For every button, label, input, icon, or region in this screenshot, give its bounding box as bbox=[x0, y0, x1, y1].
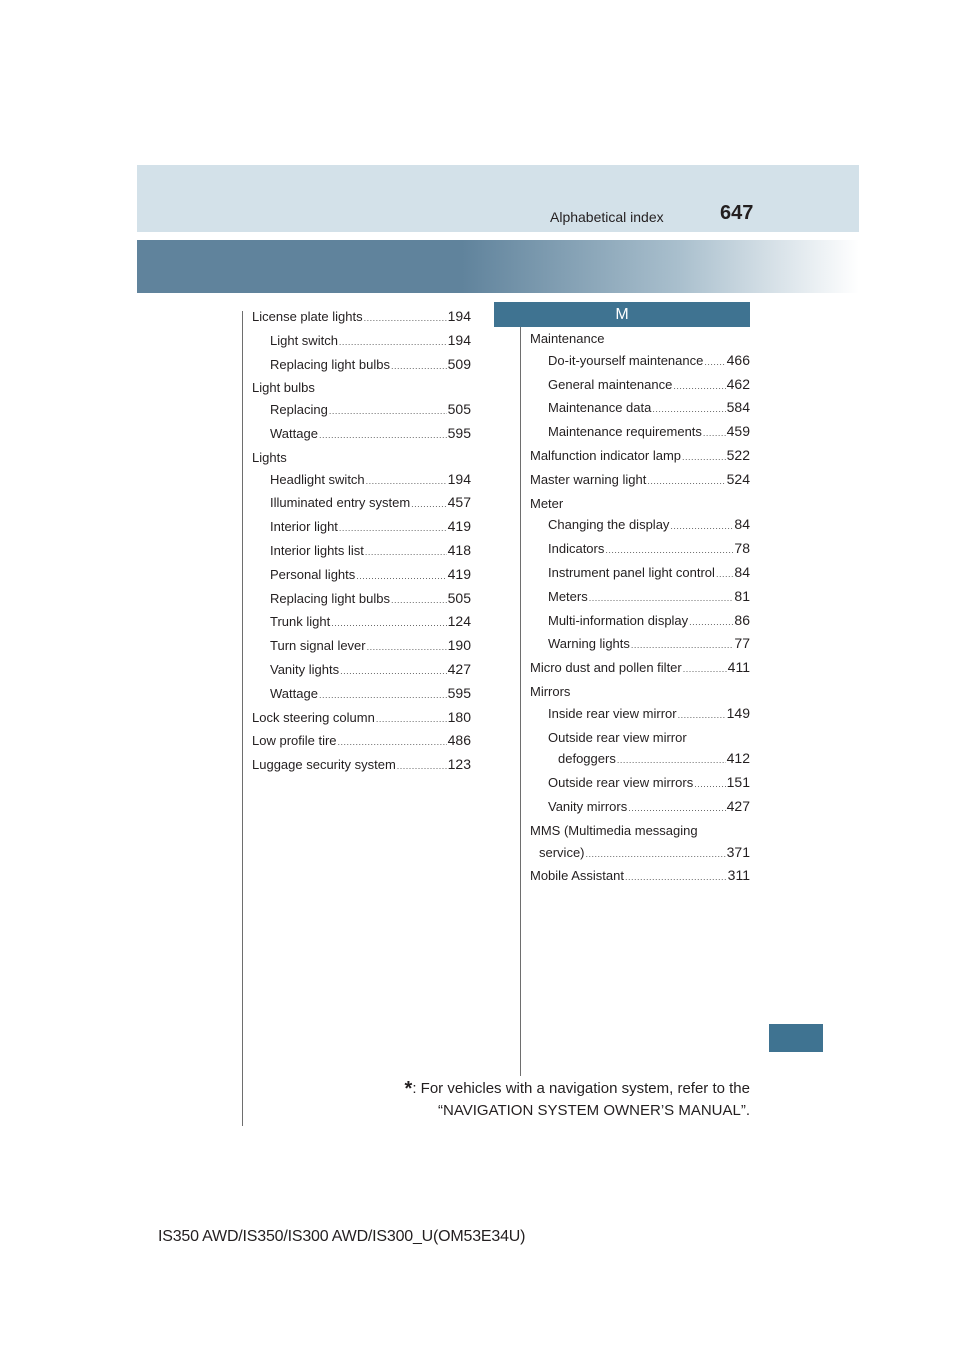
index-entry-term: Changing the display bbox=[548, 517, 670, 533]
index-entry bbox=[530, 610, 750, 634]
page-number: 647 bbox=[720, 202, 754, 224]
index-entry-page: 84 bbox=[734, 516, 750, 533]
index-entry-term: Do-it-yourself maintenance bbox=[548, 352, 704, 368]
index-entry-term: Interior lights list bbox=[270, 542, 364, 558]
index-entry bbox=[252, 540, 471, 564]
dot-leader bbox=[339, 518, 447, 540]
index-entry-page: 371 bbox=[726, 843, 750, 860]
section-letter-band: M bbox=[494, 302, 750, 327]
dot-leader bbox=[716, 564, 733, 586]
dot-leader bbox=[391, 590, 447, 612]
index-entry bbox=[530, 469, 750, 493]
index-entry-page: 524 bbox=[726, 470, 750, 487]
index-entry-term: Interior light bbox=[270, 519, 338, 535]
index-entry-term: Personal lights bbox=[270, 566, 356, 582]
index-entry bbox=[252, 564, 471, 588]
index-entry-term: Trunk light bbox=[270, 614, 331, 630]
index-entry-term: Warning lights bbox=[548, 636, 630, 652]
index-entry-page: 411 bbox=[727, 659, 750, 676]
index-entry bbox=[530, 796, 750, 820]
index-entry bbox=[530, 748, 750, 772]
index-entry-term: Mirrors bbox=[530, 683, 571, 699]
index-entry-term: defoggers bbox=[558, 751, 616, 767]
index-entry-page: 505 bbox=[447, 401, 471, 418]
index-entry bbox=[252, 730, 471, 754]
index-entry bbox=[530, 586, 750, 610]
index-entry-term: Outside rear view mirrors bbox=[548, 775, 694, 791]
index-entry-term: Replacing bbox=[270, 402, 328, 418]
index-entry-page: 311 bbox=[727, 867, 750, 884]
dot-leader bbox=[364, 308, 447, 330]
index-entry-page: 194 bbox=[447, 470, 471, 487]
dot-leader bbox=[617, 750, 726, 772]
dot-leader bbox=[689, 612, 733, 634]
index-entry bbox=[530, 633, 750, 657]
index-entry-term: Meters bbox=[548, 588, 588, 604]
index-entry-term: General maintenance bbox=[548, 376, 673, 392]
index-entry-page: 78 bbox=[734, 540, 750, 557]
index-column-right bbox=[530, 328, 750, 889]
index-entry-term: Inside rear view mirror bbox=[548, 705, 677, 721]
dot-leader bbox=[682, 447, 726, 469]
footnote-line-2: “NAVIGATION SYSTEM OWNER’S MANUAL”. bbox=[438, 1102, 750, 1119]
footer-model-code: IS350 AWD/IS350/IS300 AWD/IS300_U(OM53E34U) bbox=[158, 1228, 526, 1245]
index-entry-term: Maintenance requirements bbox=[548, 424, 702, 440]
index-entry bbox=[252, 354, 471, 378]
index-entry-page: 427 bbox=[726, 797, 750, 814]
index-entry-term: Replacing light bulbs bbox=[270, 590, 390, 606]
dot-leader bbox=[331, 613, 446, 635]
index-entry-term: Low profile tire bbox=[252, 733, 337, 749]
index-entry bbox=[530, 538, 750, 562]
footnote-line-1: : For vehicles with a navigation system, refer to the bbox=[412, 1080, 750, 1097]
index-entry bbox=[252, 377, 471, 399]
index-entry bbox=[530, 374, 750, 398]
index-entry bbox=[252, 707, 471, 731]
index-entry-page: 509 bbox=[447, 355, 471, 372]
index-entry-term: Lock steering column bbox=[252, 709, 375, 725]
index-entry bbox=[252, 399, 471, 423]
dot-leader bbox=[652, 399, 725, 421]
side-thumb-tab bbox=[769, 1024, 823, 1052]
dot-leader bbox=[356, 566, 446, 588]
dot-leader bbox=[589, 588, 734, 610]
index-entry bbox=[530, 562, 750, 586]
dot-leader bbox=[670, 516, 733, 538]
dot-leader bbox=[391, 356, 447, 378]
column-divider bbox=[520, 311, 521, 1076]
index-entry-term: Mobile Assistant bbox=[530, 868, 624, 884]
index-entry-term: Luggage security system bbox=[252, 757, 396, 773]
index-entry-page: 459 bbox=[726, 423, 750, 440]
index-entry-term: Outside rear view mirror bbox=[548, 729, 687, 745]
index-entry bbox=[530, 772, 750, 796]
index-entry bbox=[530, 865, 750, 889]
index-entry bbox=[530, 397, 750, 421]
index-entry-page: 124 bbox=[447, 613, 471, 630]
index-entry-page: 595 bbox=[447, 684, 471, 701]
index-entry-term: Replacing light bulbs bbox=[270, 356, 390, 372]
index-entry-page: 522 bbox=[726, 446, 750, 463]
index-entry-page: 418 bbox=[447, 541, 471, 558]
index-entry-page: 462 bbox=[726, 375, 750, 392]
index-entry bbox=[530, 328, 750, 350]
index-entry bbox=[530, 421, 750, 445]
dot-leader bbox=[338, 732, 447, 754]
index-entry-page: 505 bbox=[447, 589, 471, 606]
index-entry-term: Light bulbs bbox=[252, 380, 315, 396]
index-entry-page: 190 bbox=[447, 637, 471, 654]
dot-leader bbox=[339, 332, 447, 354]
dot-leader bbox=[319, 685, 447, 707]
index-entry-page: 86 bbox=[734, 611, 750, 628]
index-entry-term: License plate lights bbox=[252, 309, 363, 324]
index-entry-term: Vanity lights bbox=[270, 661, 340, 677]
index-entry bbox=[252, 754, 471, 778]
running-header-title: Alphabetical index bbox=[550, 209, 664, 225]
left-margin-divider bbox=[242, 311, 243, 1126]
dot-leader bbox=[678, 705, 726, 727]
index-entry-term: Wattage bbox=[270, 425, 318, 441]
index-entry-term: Wattage bbox=[270, 685, 318, 701]
dot-leader bbox=[367, 637, 447, 659]
index-entry-page: 151 bbox=[726, 774, 750, 791]
dot-leader bbox=[329, 401, 447, 423]
index-entry bbox=[252, 330, 471, 354]
dot-leader bbox=[625, 867, 727, 889]
index-entry-page: 584 bbox=[726, 399, 750, 416]
index-entry-term: Headlight switch bbox=[270, 471, 365, 487]
dot-leader bbox=[628, 798, 725, 820]
dot-leader bbox=[366, 471, 447, 493]
index-column-left bbox=[252, 306, 471, 778]
index-entry bbox=[252, 516, 471, 540]
index-entry bbox=[530, 842, 750, 866]
index-entry-term: Vanity mirrors bbox=[548, 798, 628, 814]
index-entry bbox=[252, 635, 471, 659]
index-entry-page: 466 bbox=[726, 351, 750, 368]
index-entry-term: Meter bbox=[530, 495, 564, 511]
index-entry-term: Maintenance bbox=[530, 331, 605, 346]
index-entry-term: Illuminated entry system bbox=[270, 495, 411, 511]
index-entry bbox=[252, 469, 471, 493]
dot-leader bbox=[673, 376, 725, 398]
index-entry-term: Micro dust and pollen filter bbox=[530, 660, 682, 676]
index-entry-page: 194 bbox=[447, 331, 471, 348]
index-entry-page: 81 bbox=[734, 587, 750, 604]
index-entry bbox=[530, 445, 750, 469]
index-entry-page: 457 bbox=[447, 494, 471, 511]
dot-leader bbox=[586, 844, 726, 866]
index-entry-term: Lights bbox=[252, 449, 287, 465]
dot-leader bbox=[411, 494, 446, 516]
index-entry-page: 77 bbox=[734, 635, 750, 652]
index-entry bbox=[252, 492, 471, 516]
index-entry bbox=[252, 447, 471, 469]
index-entry bbox=[252, 588, 471, 612]
dot-leader bbox=[703, 423, 726, 445]
index-entry bbox=[530, 681, 750, 703]
index-entry-page: 194 bbox=[447, 308, 471, 324]
dot-leader bbox=[340, 661, 447, 683]
index-entry-term: Instrument panel light control bbox=[548, 564, 715, 580]
index-entry bbox=[530, 350, 750, 374]
index-entry bbox=[530, 727, 750, 749]
index-entry-page: 595 bbox=[447, 424, 471, 441]
index-entry-term: service) bbox=[539, 844, 585, 860]
index-entry-page: 84 bbox=[734, 563, 750, 580]
dot-leader bbox=[319, 425, 447, 447]
index-entry-term: Light switch bbox=[270, 332, 338, 348]
index-entry-term: MMS (Multimedia messaging bbox=[530, 822, 698, 838]
dot-leader bbox=[397, 756, 447, 778]
index-entry-page: 419 bbox=[447, 565, 471, 582]
index-entry-page: 412 bbox=[726, 750, 750, 767]
dot-leader bbox=[694, 774, 725, 796]
index-entry-term: Indicators bbox=[548, 541, 605, 557]
index-entry-page: 149 bbox=[726, 704, 750, 721]
dot-leader bbox=[605, 540, 733, 562]
index-entry-page: 486 bbox=[447, 732, 471, 749]
dot-leader bbox=[631, 635, 734, 657]
index-entry bbox=[530, 514, 750, 538]
index-entry-page: 427 bbox=[447, 660, 471, 677]
index-entry bbox=[252, 423, 471, 447]
index-entry bbox=[530, 657, 750, 681]
index-entry-term: Maintenance data bbox=[548, 400, 652, 416]
index-entry bbox=[252, 611, 471, 635]
index-entry bbox=[252, 683, 471, 707]
footnote bbox=[380, 1078, 750, 1121]
index-entry bbox=[252, 306, 471, 330]
dot-leader bbox=[683, 659, 727, 681]
index-entry bbox=[252, 659, 471, 683]
index-entry-term: Multi-information display bbox=[548, 612, 689, 628]
index-entry-page: 180 bbox=[447, 708, 471, 725]
dot-leader bbox=[647, 471, 725, 493]
index-entry-page: 419 bbox=[447, 518, 471, 535]
index-entry-term: Master warning light bbox=[530, 471, 647, 487]
dot-leader bbox=[376, 709, 447, 731]
index-entry bbox=[530, 703, 750, 727]
gradient-band bbox=[137, 240, 859, 293]
index-entry-page: 123 bbox=[447, 756, 471, 773]
dot-leader bbox=[704, 352, 725, 374]
index-entry-term: Turn signal lever bbox=[270, 638, 366, 654]
footnote-star: * bbox=[404, 1078, 413, 1100]
dot-leader bbox=[365, 542, 447, 564]
index-entry bbox=[530, 820, 750, 842]
index-entry bbox=[530, 493, 750, 515]
index-entry-term: Malfunction indicator lamp bbox=[530, 447, 682, 463]
